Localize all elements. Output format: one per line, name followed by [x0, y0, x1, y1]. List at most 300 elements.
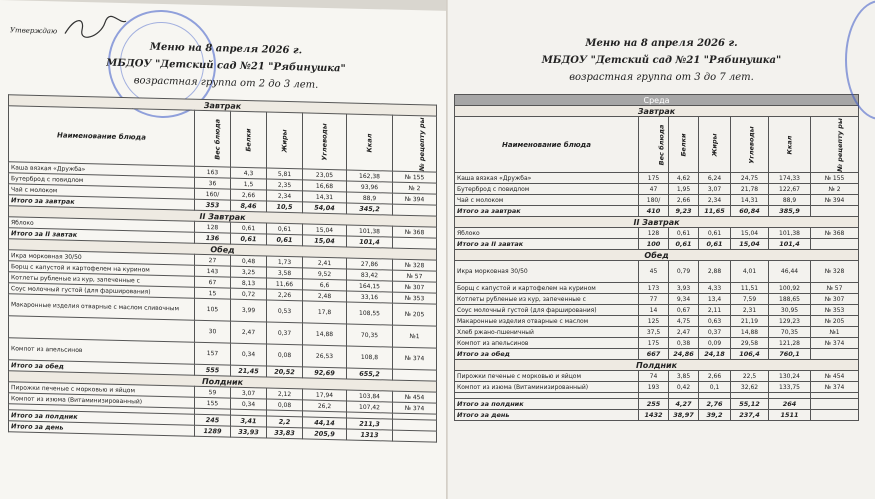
dish-name: Компот из апельсинов: [9, 338, 195, 365]
dish-row: [455, 195, 859, 206]
column-header-label: Вес блюда: [657, 124, 666, 165]
dish-value: 129,23: [769, 316, 811, 327]
dish-value: 0,37: [699, 327, 731, 338]
column-header: [231, 111, 267, 168]
dish-value: 15,04: [303, 235, 347, 247]
column-header-label: Ккал: [785, 135, 794, 154]
dish-name: Яблоко: [455, 228, 639, 239]
dish-value: 2,47: [669, 327, 699, 338]
section-row: [455, 106, 859, 117]
dish-name: Соус молочный густой (для фарширования): [9, 283, 195, 299]
dish-name: Итого за обед: [455, 349, 639, 360]
dish-value: 26,53: [303, 345, 347, 368]
dish-value: 121,28: [769, 338, 811, 349]
dish-value: 27,86: [347, 258, 393, 270]
dish-value: 15,04: [731, 239, 769, 250]
dish-value: 0,42: [669, 382, 699, 393]
dish-value: № 205: [811, 316, 859, 327]
dish-value: 17,94: [303, 389, 347, 401]
dish-value: 13,4: [699, 294, 731, 305]
dish-value: 3,99: [231, 299, 267, 322]
dish-value: 9,34: [669, 294, 699, 305]
dish-name: Соус молочный густой (для фарширования): [455, 305, 639, 316]
dish-value: 106,4: [731, 349, 769, 360]
dish-value: 6,24: [699, 173, 731, 184]
dish-name: Чай с молоком: [455, 195, 639, 206]
dish-name: Бутерброд с повидлом: [455, 184, 639, 195]
dish-name: Пирожки печеные с морковью и яйцом: [455, 371, 639, 382]
dish-value: 0,67: [669, 305, 699, 316]
column-header-label: Углеводы: [747, 125, 756, 164]
dish-value: 1,73: [267, 256, 303, 268]
dish-value: 0,61: [267, 223, 303, 235]
dish-value: 555: [195, 364, 231, 376]
dish-value: 2,76: [699, 399, 731, 410]
dish-value: 1,95: [669, 184, 699, 195]
dish-value: 1313: [347, 429, 393, 441]
dish-value: №1: [393, 325, 437, 348]
dish-value: 70,35: [347, 324, 393, 347]
dish-value: 11,66: [267, 278, 303, 290]
column-header-label: № рецепту ры: [417, 116, 426, 171]
dish-value: 1432: [639, 410, 669, 421]
column-header: Наименование блюда: [9, 106, 195, 167]
dish-row: [455, 327, 859, 338]
dish-value: 211,3: [347, 418, 393, 430]
dish-value: 3,07: [699, 184, 731, 195]
dish-row: [455, 305, 859, 316]
dish-value: № 374: [393, 402, 437, 414]
dish-value: 108,55: [347, 302, 393, 325]
dish-value: 107,42: [347, 401, 393, 413]
menu-title: Меню на 8 апреля 2026 г.: [585, 38, 738, 49]
section-row: [455, 250, 859, 261]
dish-value: 8,13: [231, 277, 267, 289]
dish-value: 173: [639, 283, 669, 294]
dish-value: 760,1: [769, 349, 811, 360]
column-header: [669, 117, 699, 173]
dish-value: 2,34: [267, 190, 303, 202]
dish-value: №1: [811, 327, 859, 338]
dish-value: № 394: [811, 195, 859, 206]
dish-value: 101,4: [769, 239, 811, 250]
column-header-label: Жиры: [710, 132, 719, 157]
header-row: [455, 117, 859, 173]
dish-value: 15,04: [731, 228, 769, 239]
column-header-label: Жиры: [280, 128, 289, 153]
dish-value: 54,04: [303, 202, 347, 214]
dish-name: Чай с молоком: [9, 184, 195, 200]
dish-value: 6,6: [303, 279, 347, 291]
dish-value: 38,97: [669, 410, 699, 421]
column-header: [699, 117, 731, 173]
dish-value: 264: [769, 399, 811, 410]
dish-value: 7,59: [731, 294, 769, 305]
dish-value: 667: [639, 349, 669, 360]
column-header: [731, 117, 769, 173]
dish-value: 22,5: [731, 371, 769, 382]
dish-value: 3,85: [669, 371, 699, 382]
dish-value: 60,84: [731, 206, 769, 217]
organization-name: МБДОУ "Детский сад №21 "Рябинушка": [541, 55, 782, 66]
dish-row: [455, 228, 859, 239]
dish-value: 0,08: [267, 344, 303, 367]
dish-value: 2,47: [231, 321, 267, 344]
column-header-label: Белки: [244, 127, 253, 152]
dish-row: [455, 173, 859, 184]
dish-value: 2,31: [731, 305, 769, 316]
column-header: [303, 113, 347, 170]
dish-value: 0,61: [231, 233, 267, 245]
dish-value: 11,51: [731, 283, 769, 294]
dish-value: 3,58: [267, 267, 303, 279]
dish-value: № 353: [393, 292, 437, 304]
dish-value: 32,62: [731, 382, 769, 393]
column-header: [769, 117, 811, 173]
section-title: Обед: [9, 239, 437, 260]
dish-value: 44,14: [303, 417, 347, 429]
dish-row: [455, 382, 859, 393]
dish-value: [811, 239, 859, 250]
dish-value: 17,8: [303, 301, 347, 324]
dish-value: 14,31: [731, 195, 769, 206]
dish-name: Икра морковная 30/50: [9, 250, 195, 266]
dish-value: № 394: [393, 193, 437, 205]
dish-value: 105: [195, 298, 231, 321]
dish-value: 0,61: [231, 222, 267, 234]
dish-row: [455, 371, 859, 382]
dish-value: 3,93: [669, 283, 699, 294]
column-header: [811, 117, 859, 173]
dish-value: 128: [195, 221, 231, 233]
column-header: Наименование блюда: [455, 117, 639, 173]
dish-value: 0,61: [699, 239, 731, 250]
dish-value: № 454: [811, 371, 859, 382]
dish-value: 92,69: [303, 367, 347, 379]
dish-value: 59: [195, 386, 231, 398]
dish-name: Каша вязкая «Дружба»: [9, 162, 195, 178]
dish-name: Борщ с капустой и картофелем на курином: [455, 283, 639, 294]
dish-value: 0,61: [669, 239, 699, 250]
dish-value: 9,52: [303, 268, 347, 280]
approval-label: Утверждаю: [10, 26, 58, 36]
dish-row: [455, 283, 859, 294]
dish-value: 33,93: [231, 426, 267, 438]
dish-value: 15: [195, 287, 231, 299]
menu-title: Меню на 8 апреля 2026 г.: [149, 41, 303, 57]
dish-value: 37,5: [639, 327, 669, 338]
section-title: Полдник: [455, 360, 859, 371]
column-header: [267, 112, 303, 169]
dish-value: 0,08: [267, 399, 303, 411]
dish-value: 4,3: [231, 167, 267, 179]
dish-value: 0,53: [267, 300, 303, 323]
dish-name: Итого за полдник: [455, 399, 639, 410]
dish-name: Компот из изюма (Витаминизированный): [9, 393, 195, 409]
dish-value: 2,41: [303, 257, 347, 269]
dish-name: Итого за полдник: [9, 410, 195, 426]
dish-value: № 307: [811, 294, 859, 305]
dish-value: 10,5: [267, 201, 303, 213]
column-header: [195, 110, 231, 167]
total-row: [455, 239, 859, 250]
dish-value: 2,66: [699, 371, 731, 382]
dish-value: 160/: [195, 188, 231, 200]
dish-value: № 353: [811, 305, 859, 316]
dish-value: 0,37: [267, 322, 303, 345]
dish-value: 155: [195, 397, 231, 409]
dish-value: 205,9: [303, 428, 347, 440]
dish-value: № 368: [811, 228, 859, 239]
age-group: возрастная группа от 3 до 7 лет.: [569, 72, 754, 83]
dish-value: 162,38: [347, 170, 393, 182]
dish-row: [455, 184, 859, 195]
dish-value: 14: [639, 305, 669, 316]
dish-value: 30: [195, 320, 231, 343]
dish-value: 67: [195, 276, 231, 288]
dish-value: 175: [639, 173, 669, 184]
section-title: Завтрак: [9, 95, 437, 116]
dish-value: 45: [639, 261, 669, 283]
dish-name: Компот из изюма (Витаминизированный): [455, 382, 639, 393]
dish-value: 2,66: [669, 195, 699, 206]
column-header-label: Вес блюда: [213, 118, 222, 160]
day-row: [455, 95, 859, 106]
dish-value: 0,48: [231, 255, 267, 267]
dish-value: 4,75: [669, 316, 699, 327]
dish-value: 130,24: [769, 371, 811, 382]
dish-value: 0,1: [699, 382, 731, 393]
dish-value: 103,84: [347, 390, 393, 402]
dish-value: № 2: [811, 184, 859, 195]
dish-value: 2,35: [267, 179, 303, 191]
dish-value: 133,75: [769, 382, 811, 393]
dish-value: 1,5: [231, 178, 267, 190]
dish-name: Итого за обед: [9, 360, 195, 376]
dish-value: 0,34: [231, 343, 267, 366]
dish-value: 180/: [639, 195, 669, 206]
dish-name: Пирожки печеные с морковью и яйцом: [9, 382, 195, 398]
dish-value: № 155: [811, 173, 859, 184]
organization-name: МБДОУ "Детский сад №21 "Рябинушка": [106, 57, 346, 75]
dish-name: Котлеты рубленые из кур, запеченные с: [455, 294, 639, 305]
dish-value: № 57: [393, 270, 437, 282]
dish-name: Яблоко: [9, 217, 195, 233]
dish-value: 345,2: [347, 203, 393, 215]
dish-name: Икра морковная 30/50: [455, 261, 639, 283]
column-header: [639, 117, 669, 173]
dish-name: Итого за II завтак: [9, 228, 195, 244]
dish-value: 33,16: [347, 291, 393, 303]
total-row: [455, 410, 859, 421]
dish-value: 14,88: [303, 323, 347, 346]
dish-row: [455, 294, 859, 305]
section-title: Обед: [455, 250, 859, 261]
dish-value: 143: [195, 265, 231, 277]
dish-value: [811, 410, 859, 421]
dish-value: 0,61: [669, 228, 699, 239]
dish-value: 4,27: [669, 399, 699, 410]
dish-value: 237,4: [731, 410, 769, 421]
dish-value: 24,75: [731, 173, 769, 184]
dish-value: 70,35: [769, 327, 811, 338]
section-row: [455, 217, 859, 228]
dish-value: 46,44: [769, 261, 811, 283]
dish-value: 410: [639, 206, 669, 217]
dish-name: Котлеты рубленые из кур, запеченные с: [9, 272, 195, 288]
dish-name: Бутерброд с повидлом: [9, 173, 195, 189]
dish-value: № 155: [393, 171, 437, 183]
dish-value: 93,96: [347, 181, 393, 193]
dish-value: 23,05: [303, 169, 347, 181]
dish-value: 0,79: [669, 261, 699, 283]
column-header-label: Ккал: [365, 132, 374, 153]
dish-value: [811, 349, 859, 360]
dish-value: 0,63: [699, 316, 731, 327]
dish-value: 174,33: [769, 173, 811, 184]
dish-value: 2,48: [303, 290, 347, 302]
dish-value: 188,65: [769, 294, 811, 305]
dish-value: 8,46: [231, 200, 267, 212]
dish-value: № 368: [393, 226, 437, 238]
dish-value: № 57: [811, 283, 859, 294]
dish-value: 655,2: [347, 368, 393, 380]
dish-value: № 374: [811, 338, 859, 349]
dish-value: 88,9: [347, 192, 393, 204]
menu-table: [8, 94, 437, 442]
dish-value: 136: [195, 232, 231, 244]
dish-value: 36: [195, 177, 231, 189]
dish-value: 5,81: [267, 168, 303, 180]
section-title: Полдник: [9, 371, 437, 392]
dish-value: 2,12: [267, 388, 303, 400]
dish-value: 125: [639, 316, 669, 327]
dish-value: 0,72: [231, 288, 267, 300]
dish-value: 163: [195, 166, 231, 178]
dish-name: Итого за завтрак: [9, 195, 195, 211]
dish-value: 4,33: [699, 283, 731, 294]
dish-name: Итого за день: [455, 410, 639, 421]
dish-value: 15,04: [303, 224, 347, 236]
dish-value: 100: [639, 239, 669, 250]
section-title: II Завтрак: [455, 217, 859, 228]
dish-name: Каша вязкая «Дружба»: [455, 173, 639, 184]
total-row: [455, 349, 859, 360]
dish-value: 3,25: [231, 266, 267, 278]
dish-value: 101,4: [347, 236, 393, 248]
dish-value: 2,88: [699, 261, 731, 283]
dish-value: 100,92: [769, 283, 811, 294]
dish-value: 33,83: [267, 427, 303, 439]
dish-value: 353: [195, 199, 231, 211]
dish-value: 29,58: [731, 338, 769, 349]
dish-value: № 205: [393, 303, 437, 326]
column-header-label: № рецепту ры: [835, 117, 844, 172]
dish-value: 4,01: [731, 261, 769, 283]
dish-value: № 328: [811, 261, 859, 283]
dish-name: Борщ с капустой и картофелем на курином: [9, 261, 195, 277]
dish-row: [455, 261, 859, 283]
dish-value: № 307: [393, 281, 437, 293]
dish-value: 1289: [195, 425, 231, 437]
dish-value: 20,52: [267, 366, 303, 378]
dish-value: 122,67: [769, 184, 811, 195]
column-header-label: Белки: [679, 132, 688, 157]
dish-name: Хлеб ржано-пшеничный: [455, 327, 639, 338]
dish-value: 27: [195, 254, 231, 266]
dish-value: № 374: [811, 382, 859, 393]
menu-table: [454, 94, 859, 421]
dish-value: 101,38: [347, 225, 393, 237]
dish-value: [393, 430, 437, 442]
dish-value: [811, 206, 859, 217]
dish-name: Итого за день: [9, 421, 195, 437]
dish-value: 39,2: [699, 410, 731, 421]
dish-name: Итого за завтрак: [455, 206, 639, 217]
total-row: [455, 399, 859, 410]
dish-value: 16,68: [303, 180, 347, 192]
dish-value: 193: [639, 382, 669, 393]
dish-value: 21,19: [731, 316, 769, 327]
dish-value: 24,86: [669, 349, 699, 360]
dish-value: 3,41: [231, 415, 267, 427]
dish-row: [455, 316, 859, 327]
dish-value: 14,31: [303, 191, 347, 203]
dish-value: 0,61: [267, 234, 303, 246]
dish-value: 83,42: [347, 269, 393, 281]
dish-value: 55,12: [731, 399, 769, 410]
dish-value: 3,07: [231, 387, 267, 399]
dish-name: Итого за II завтак: [455, 239, 639, 250]
total-row: [455, 206, 859, 217]
dish-value: 2,2: [267, 416, 303, 428]
dish-value: 30,95: [769, 305, 811, 316]
dish-value: № 454: [393, 391, 437, 403]
dish-value: № 328: [393, 259, 437, 271]
right-menu-sheet: [448, 0, 875, 499]
column-header-label: Углеводы: [320, 122, 329, 161]
dish-value: 2,66: [231, 189, 267, 201]
dish-value: 385,9: [769, 206, 811, 217]
dish-value: 4,62: [669, 173, 699, 184]
dish-value: 255: [639, 399, 669, 410]
dish-value: 77: [639, 294, 669, 305]
dish-value: 2,11: [699, 305, 731, 316]
dish-value: 0,34: [231, 398, 267, 410]
column-header: [393, 115, 437, 172]
dish-value: 26,2: [303, 400, 347, 412]
dish-value: 74: [639, 371, 669, 382]
day-label: Среда: [455, 95, 859, 106]
section-title: Завтрак: [455, 106, 859, 117]
dish-value: 157: [195, 342, 231, 365]
dish-name: Макаронные изделия отварные с маслом: [455, 316, 639, 327]
dish-value: 128: [639, 228, 669, 239]
section-row: [455, 360, 859, 371]
dish-row: [455, 338, 859, 349]
age-group: возрастная группа от 2 до 3 лет.: [133, 75, 319, 91]
dish-value: 9,23: [669, 206, 699, 217]
dish-value: 245: [195, 414, 231, 426]
dish-value: 88,9: [769, 195, 811, 206]
dish-value: 0,38: [669, 338, 699, 349]
dish-value: 21,45: [231, 365, 267, 377]
section-title: II Завтрак: [9, 206, 437, 227]
dish-value: 47: [639, 184, 669, 195]
dish-value: № 2: [393, 182, 437, 194]
dish-value: 2,34: [699, 195, 731, 206]
dish-value: 108,8: [347, 346, 393, 369]
